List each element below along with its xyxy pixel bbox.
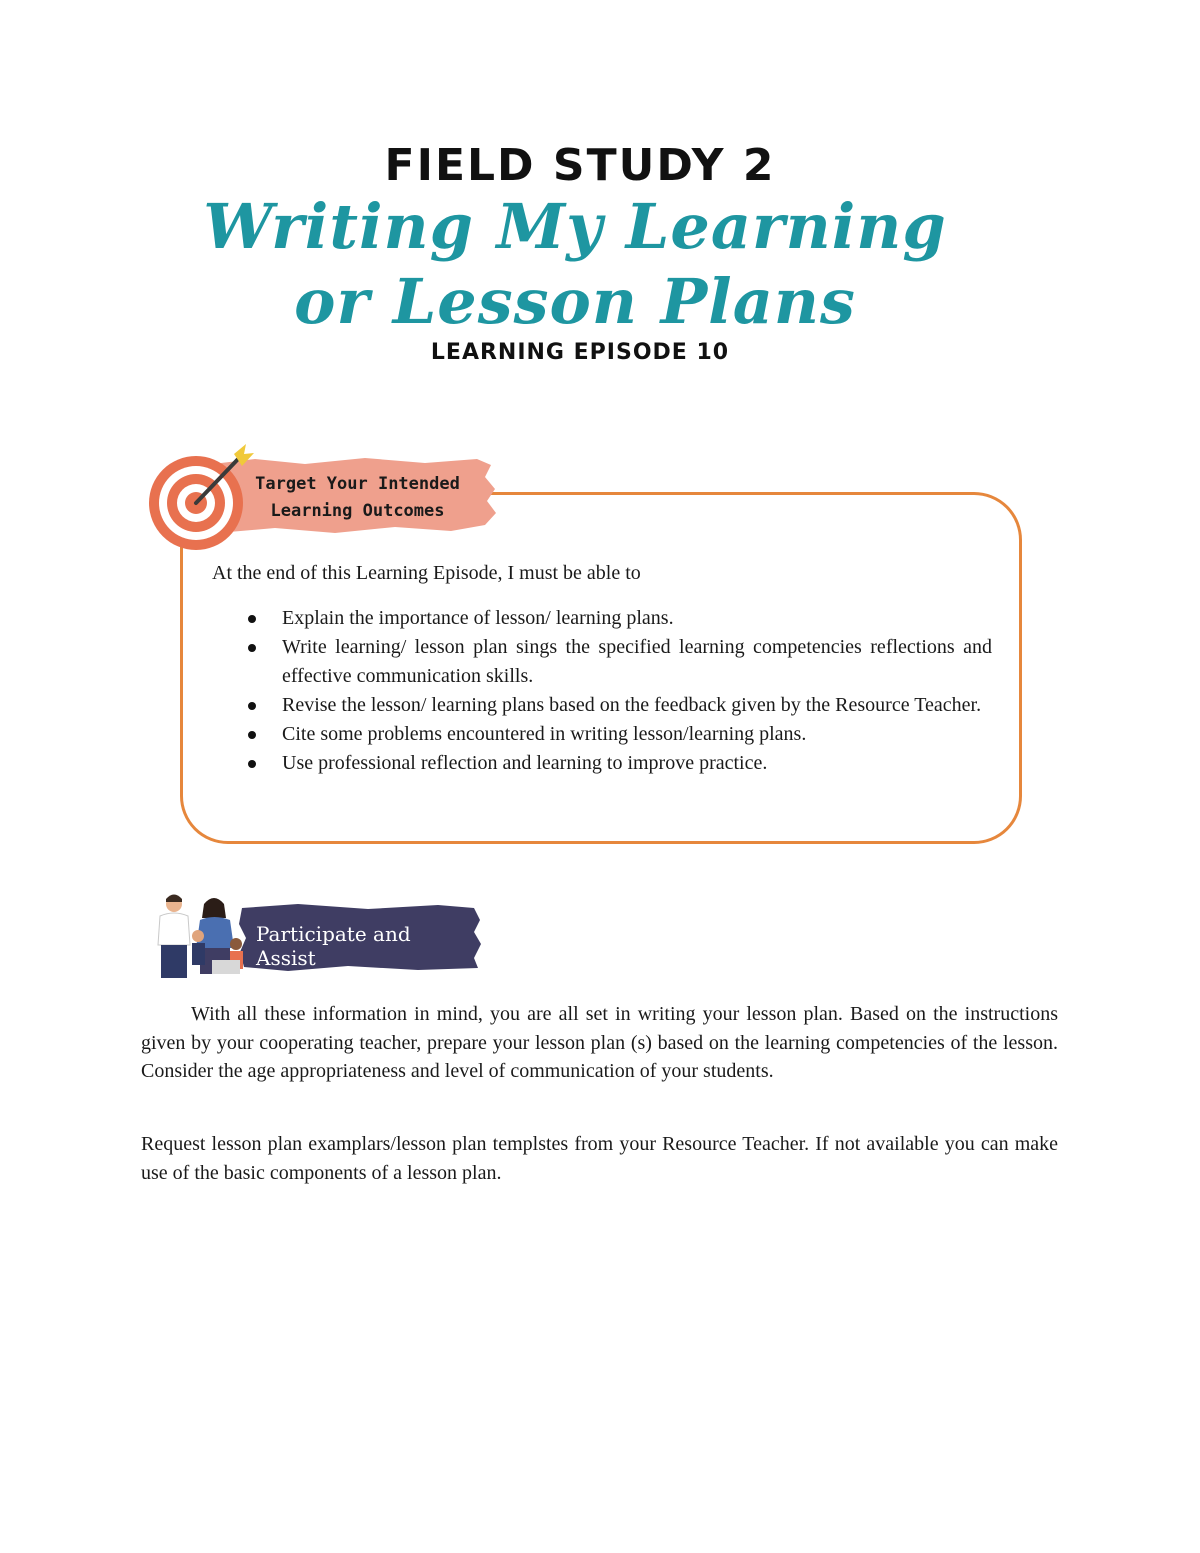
outcome-text: Use professional reflection and learning to improve practice. — [282, 752, 768, 774]
outcome-text: Cite some problems encountered in writing lesson/learning plans. — [282, 723, 807, 745]
outcome-text: Revise the lesson/ learning plans based on the feedback given by the Resource Teacher. — [282, 694, 982, 716]
outcomes-banner-label — [230, 471, 485, 525]
list-item — [245, 633, 992, 691]
list-item — [245, 691, 992, 720]
document-title: FIELD STUDY 2 — [384, 140, 776, 191]
participate-banner-label: Participate and Assist — [256, 922, 411, 970]
outcome-text: Explain the importance of lesson/ learning plans. — [282, 607, 674, 629]
target-icon — [148, 440, 258, 555]
script-title-line-2: or Lesson Plans — [294, 265, 856, 338]
teachers-students-illustration — [152, 890, 252, 982]
script-title-line-1: Writing My Learning — [203, 190, 947, 263]
outcomes-list — [245, 604, 992, 778]
bullet-icon — [248, 615, 256, 623]
outcomes-banner-line-1: Target Your Intended — [255, 474, 460, 494]
bullet-icon — [248, 731, 256, 739]
outcomes-intro: At the end of this Learning Episode, I must be able to — [212, 562, 641, 584]
participate-paragraph-1: With all these information in mind, you are all set in writing your lesson plan. Based on the instructions given by your cooperating teacher, prepare your lesson plan (s) based on the learning competencies of the lesson. Consider the age appropriateness and level of communication of your students. — [141, 1003, 1058, 1082]
episode-label: LEARNING EPISODE 10 — [430, 340, 730, 365]
list-item — [245, 749, 992, 778]
outcome-text: Write learning/ lesson plan sings the specified learning competencies reflections and effective communication skills. — [282, 636, 992, 687]
bullet-icon — [248, 644, 256, 652]
outcomes-banner-line-2: Learning Outcomes — [270, 501, 445, 521]
participate-paragraph-2: Request lesson plan examplars/lesson plan templstes from your Resource Teacher. If not available you can make use of the basic components of a lesson plan. — [141, 1133, 1058, 1184]
bullet-icon — [248, 702, 256, 710]
bullet-icon — [248, 760, 256, 768]
list-item — [245, 720, 992, 749]
list-item — [245, 604, 992, 633]
